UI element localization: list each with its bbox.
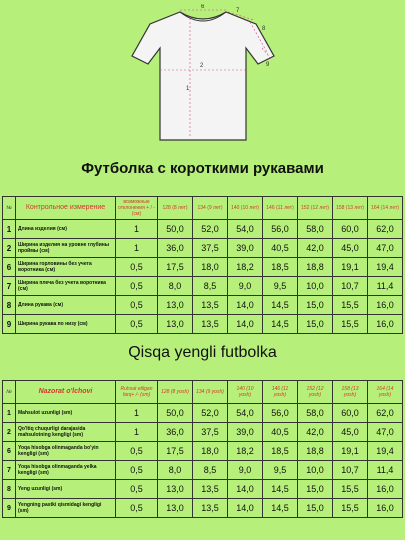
- table-header: [3, 381, 403, 404]
- table-row: [3, 239, 403, 258]
- row-value: 8,0: [158, 461, 193, 480]
- row-value: 13,5: [193, 480, 228, 499]
- measure-label-9: 9: [266, 62, 270, 68]
- header-number: №: [3, 381, 16, 404]
- row-value: 15,5: [333, 296, 368, 315]
- row-number: 6: [3, 442, 16, 461]
- header-size: 134 (9 лет): [193, 197, 228, 220]
- row-label: Ширина изделия на уровне глубины проймы (см): [16, 239, 116, 258]
- row-value: 50,0: [158, 220, 193, 239]
- row-value: 18,5: [263, 258, 298, 277]
- row-value: 9,0: [228, 461, 263, 480]
- row-number: 7: [3, 461, 16, 480]
- row-number: 7: [3, 277, 16, 296]
- row-value: 13,0: [158, 480, 193, 499]
- table-row: [3, 461, 403, 480]
- row-value: 9,5: [263, 277, 298, 296]
- header-size: 158 (13 yosh): [333, 381, 368, 404]
- table-row: [3, 423, 403, 442]
- row-value: 13,5: [193, 499, 228, 518]
- header-size: 140 (10 yosh): [228, 381, 263, 404]
- row-value: 19,4: [368, 442, 403, 461]
- row-tolerance: 0,5: [116, 296, 158, 315]
- row-value: 40,5: [263, 239, 298, 258]
- row-label: Yengning pastki qismidagi kengligi (sm): [16, 499, 116, 518]
- row-value: 58,0: [298, 220, 333, 239]
- header-size: 146 (11 лет): [263, 197, 298, 220]
- row-value: 15,0: [298, 499, 333, 518]
- table-row: [3, 296, 403, 315]
- row-value: 54,0: [228, 404, 263, 423]
- row-value: 16,0: [368, 296, 403, 315]
- row-value: 10,7: [333, 461, 368, 480]
- row-value: 18,0: [193, 442, 228, 461]
- row-value: 18,8: [298, 258, 333, 277]
- row-tolerance: 1: [116, 404, 158, 423]
- header-size: 152 (12 лет): [298, 197, 333, 220]
- row-value: 17,5: [158, 442, 193, 461]
- row-number: 1: [3, 220, 16, 239]
- row-value: 18,0: [193, 258, 228, 277]
- row-value: 14,0: [228, 315, 263, 334]
- row-value: 14,5: [263, 315, 298, 334]
- table-row: [3, 277, 403, 296]
- row-value: 56,0: [263, 404, 298, 423]
- table-row: [3, 258, 403, 277]
- row-value: 17,5: [158, 258, 193, 277]
- row-value: 15,5: [333, 499, 368, 518]
- row-value: 14,5: [263, 296, 298, 315]
- row-label: Длина изделия (см): [16, 220, 116, 239]
- row-value: 11,4: [368, 461, 403, 480]
- row-number: 6: [3, 258, 16, 277]
- row-value: 62,0: [368, 220, 403, 239]
- row-value: 42,0: [298, 423, 333, 442]
- row-value: 11,4: [368, 277, 403, 296]
- row-value: 10,7: [333, 277, 368, 296]
- row-value: 15,0: [298, 296, 333, 315]
- row-value: 52,0: [193, 404, 228, 423]
- header-tolerance: Ruhsat etilgan farq+ /- (sm): [116, 381, 158, 404]
- row-label: Qo'ltiq chuqurligi darajasida mahsulotning kengligi (sm): [16, 423, 116, 442]
- row-value: 14,5: [263, 499, 298, 518]
- row-value: 16,0: [368, 480, 403, 499]
- row-value: 18,8: [298, 442, 333, 461]
- header-size: 164 (14 yosh): [368, 381, 403, 404]
- row-value: 13,5: [193, 315, 228, 334]
- row-number: 2: [3, 423, 16, 442]
- row-label: Ширина плеча без учета воротника (см): [16, 277, 116, 296]
- row-value: 15,0: [298, 315, 333, 334]
- row-value: 8,5: [193, 461, 228, 480]
- row-value: 56,0: [263, 220, 298, 239]
- row-tolerance: 1: [116, 220, 158, 239]
- row-value: 39,0: [228, 239, 263, 258]
- header-measurement: Nazorat o'lchovi: [16, 381, 116, 404]
- row-value: 36,0: [158, 423, 193, 442]
- row-value: 13,0: [158, 296, 193, 315]
- row-value: 14,0: [228, 499, 263, 518]
- row-value: 37,5: [193, 239, 228, 258]
- row-number: 2: [3, 239, 16, 258]
- row-value: 14,0: [228, 480, 263, 499]
- row-value: 13,5: [193, 296, 228, 315]
- row-number: 8: [3, 296, 16, 315]
- row-value: 13,0: [158, 499, 193, 518]
- header-measurement: Контрольное измерение: [16, 197, 116, 220]
- row-value: 19,4: [368, 258, 403, 277]
- row-value: 52,0: [193, 220, 228, 239]
- header-tolerance: возможные отклонения + / - (см): [116, 197, 158, 220]
- row-value: 16,0: [368, 315, 403, 334]
- tshirt-illustration: [128, 4, 278, 146]
- row-value: 60,0: [333, 220, 368, 239]
- row-value: 14,5: [263, 480, 298, 499]
- row-value: 15,0: [298, 480, 333, 499]
- row-value: 54,0: [228, 220, 263, 239]
- row-value: 9,5: [263, 461, 298, 480]
- row-value: 47,0: [368, 423, 403, 442]
- row-tolerance: 0,5: [116, 315, 158, 334]
- row-value: 10,0: [298, 461, 333, 480]
- measure-label-7: 7: [236, 8, 240, 14]
- row-tolerance: 0,5: [116, 499, 158, 518]
- table-row: [3, 315, 403, 334]
- size-table-uzbek: [2, 380, 403, 518]
- table-row: [3, 499, 403, 518]
- row-value: 18,2: [228, 258, 263, 277]
- row-label: Yeng uzunligi (sm): [16, 480, 116, 499]
- measure-label-8: 8: [262, 26, 266, 32]
- row-value: 8,0: [158, 277, 193, 296]
- row-value: 37,5: [193, 423, 228, 442]
- measure-label-6: 6: [201, 4, 205, 10]
- row-value: 60,0: [333, 404, 368, 423]
- header-size: 158 (13 лет): [333, 197, 368, 220]
- header-size: 128 (8 лет): [158, 197, 193, 220]
- row-tolerance: 0,5: [116, 442, 158, 461]
- row-number: 9: [3, 499, 16, 518]
- row-number: 8: [3, 480, 16, 499]
- tshirt-outline: [132, 12, 274, 140]
- row-label: Ширина горловины без учета воротника (см): [16, 258, 116, 277]
- row-value: 19,1: [333, 442, 368, 461]
- row-value: 19,1: [333, 258, 368, 277]
- measure-label-2: 2: [200, 63, 204, 69]
- row-label: Ширина рукава по низу (см): [16, 315, 116, 334]
- row-value: 36,0: [158, 239, 193, 258]
- row-label: Yoqa hisobga olinmaganda yelka kengligi (sm): [16, 461, 116, 480]
- row-value: 45,0: [333, 239, 368, 258]
- row-value: 10,0: [298, 277, 333, 296]
- row-value: 16,0: [368, 499, 403, 518]
- title-uzbek: Qisqa yengli futbolka: [128, 344, 277, 361]
- row-number: 1: [3, 404, 16, 423]
- row-value: 18,5: [263, 442, 298, 461]
- row-value: 13,0: [158, 315, 193, 334]
- table-row: [3, 442, 403, 461]
- header-size: 128 (8 yosh): [158, 381, 193, 404]
- row-number: 9: [3, 315, 16, 334]
- row-value: 8,5: [193, 277, 228, 296]
- table-row: [3, 220, 403, 239]
- row-value: 58,0: [298, 404, 333, 423]
- title-russian: Футболка с короткими рукавами: [81, 160, 324, 177]
- row-tolerance: 0,5: [116, 277, 158, 296]
- table-header: [3, 197, 403, 220]
- header-size: 134 (9 yosh): [193, 381, 228, 404]
- row-tolerance: 0,5: [116, 480, 158, 499]
- row-value: 15,5: [333, 480, 368, 499]
- row-value: 9,0: [228, 277, 263, 296]
- row-value: 50,0: [158, 404, 193, 423]
- row-label: Mahsulot uzunligi (sm): [16, 404, 116, 423]
- table-row: [3, 480, 403, 499]
- header-size: 164 (14 лет): [368, 197, 403, 220]
- header-size: 152 (12 yosh): [298, 381, 333, 404]
- row-tolerance: 1: [116, 239, 158, 258]
- row-tolerance: 0,5: [116, 461, 158, 480]
- row-value: 39,0: [228, 423, 263, 442]
- row-label: Yoqa hisobga olinmaganda bo'yin kengligi (sm): [16, 442, 116, 461]
- size-table-russian: [2, 196, 403, 334]
- header-size: 140 (10 лет): [228, 197, 263, 220]
- row-tolerance: 0,5: [116, 258, 158, 277]
- row-value: 14,0: [228, 296, 263, 315]
- row-value: 18,2: [228, 442, 263, 461]
- header-size: 146 (11 yosh): [263, 381, 298, 404]
- row-value: 42,0: [298, 239, 333, 258]
- row-tolerance: 1: [116, 423, 158, 442]
- row-value: 47,0: [368, 239, 403, 258]
- row-value: 15,5: [333, 315, 368, 334]
- row-value: 62,0: [368, 404, 403, 423]
- header-number: №: [3, 197, 16, 220]
- table-row: [3, 404, 403, 423]
- measure-label-1: 1: [186, 86, 190, 92]
- row-label: Длина рукава (см): [16, 296, 116, 315]
- row-value: 45,0: [333, 423, 368, 442]
- row-value: 40,5: [263, 423, 298, 442]
